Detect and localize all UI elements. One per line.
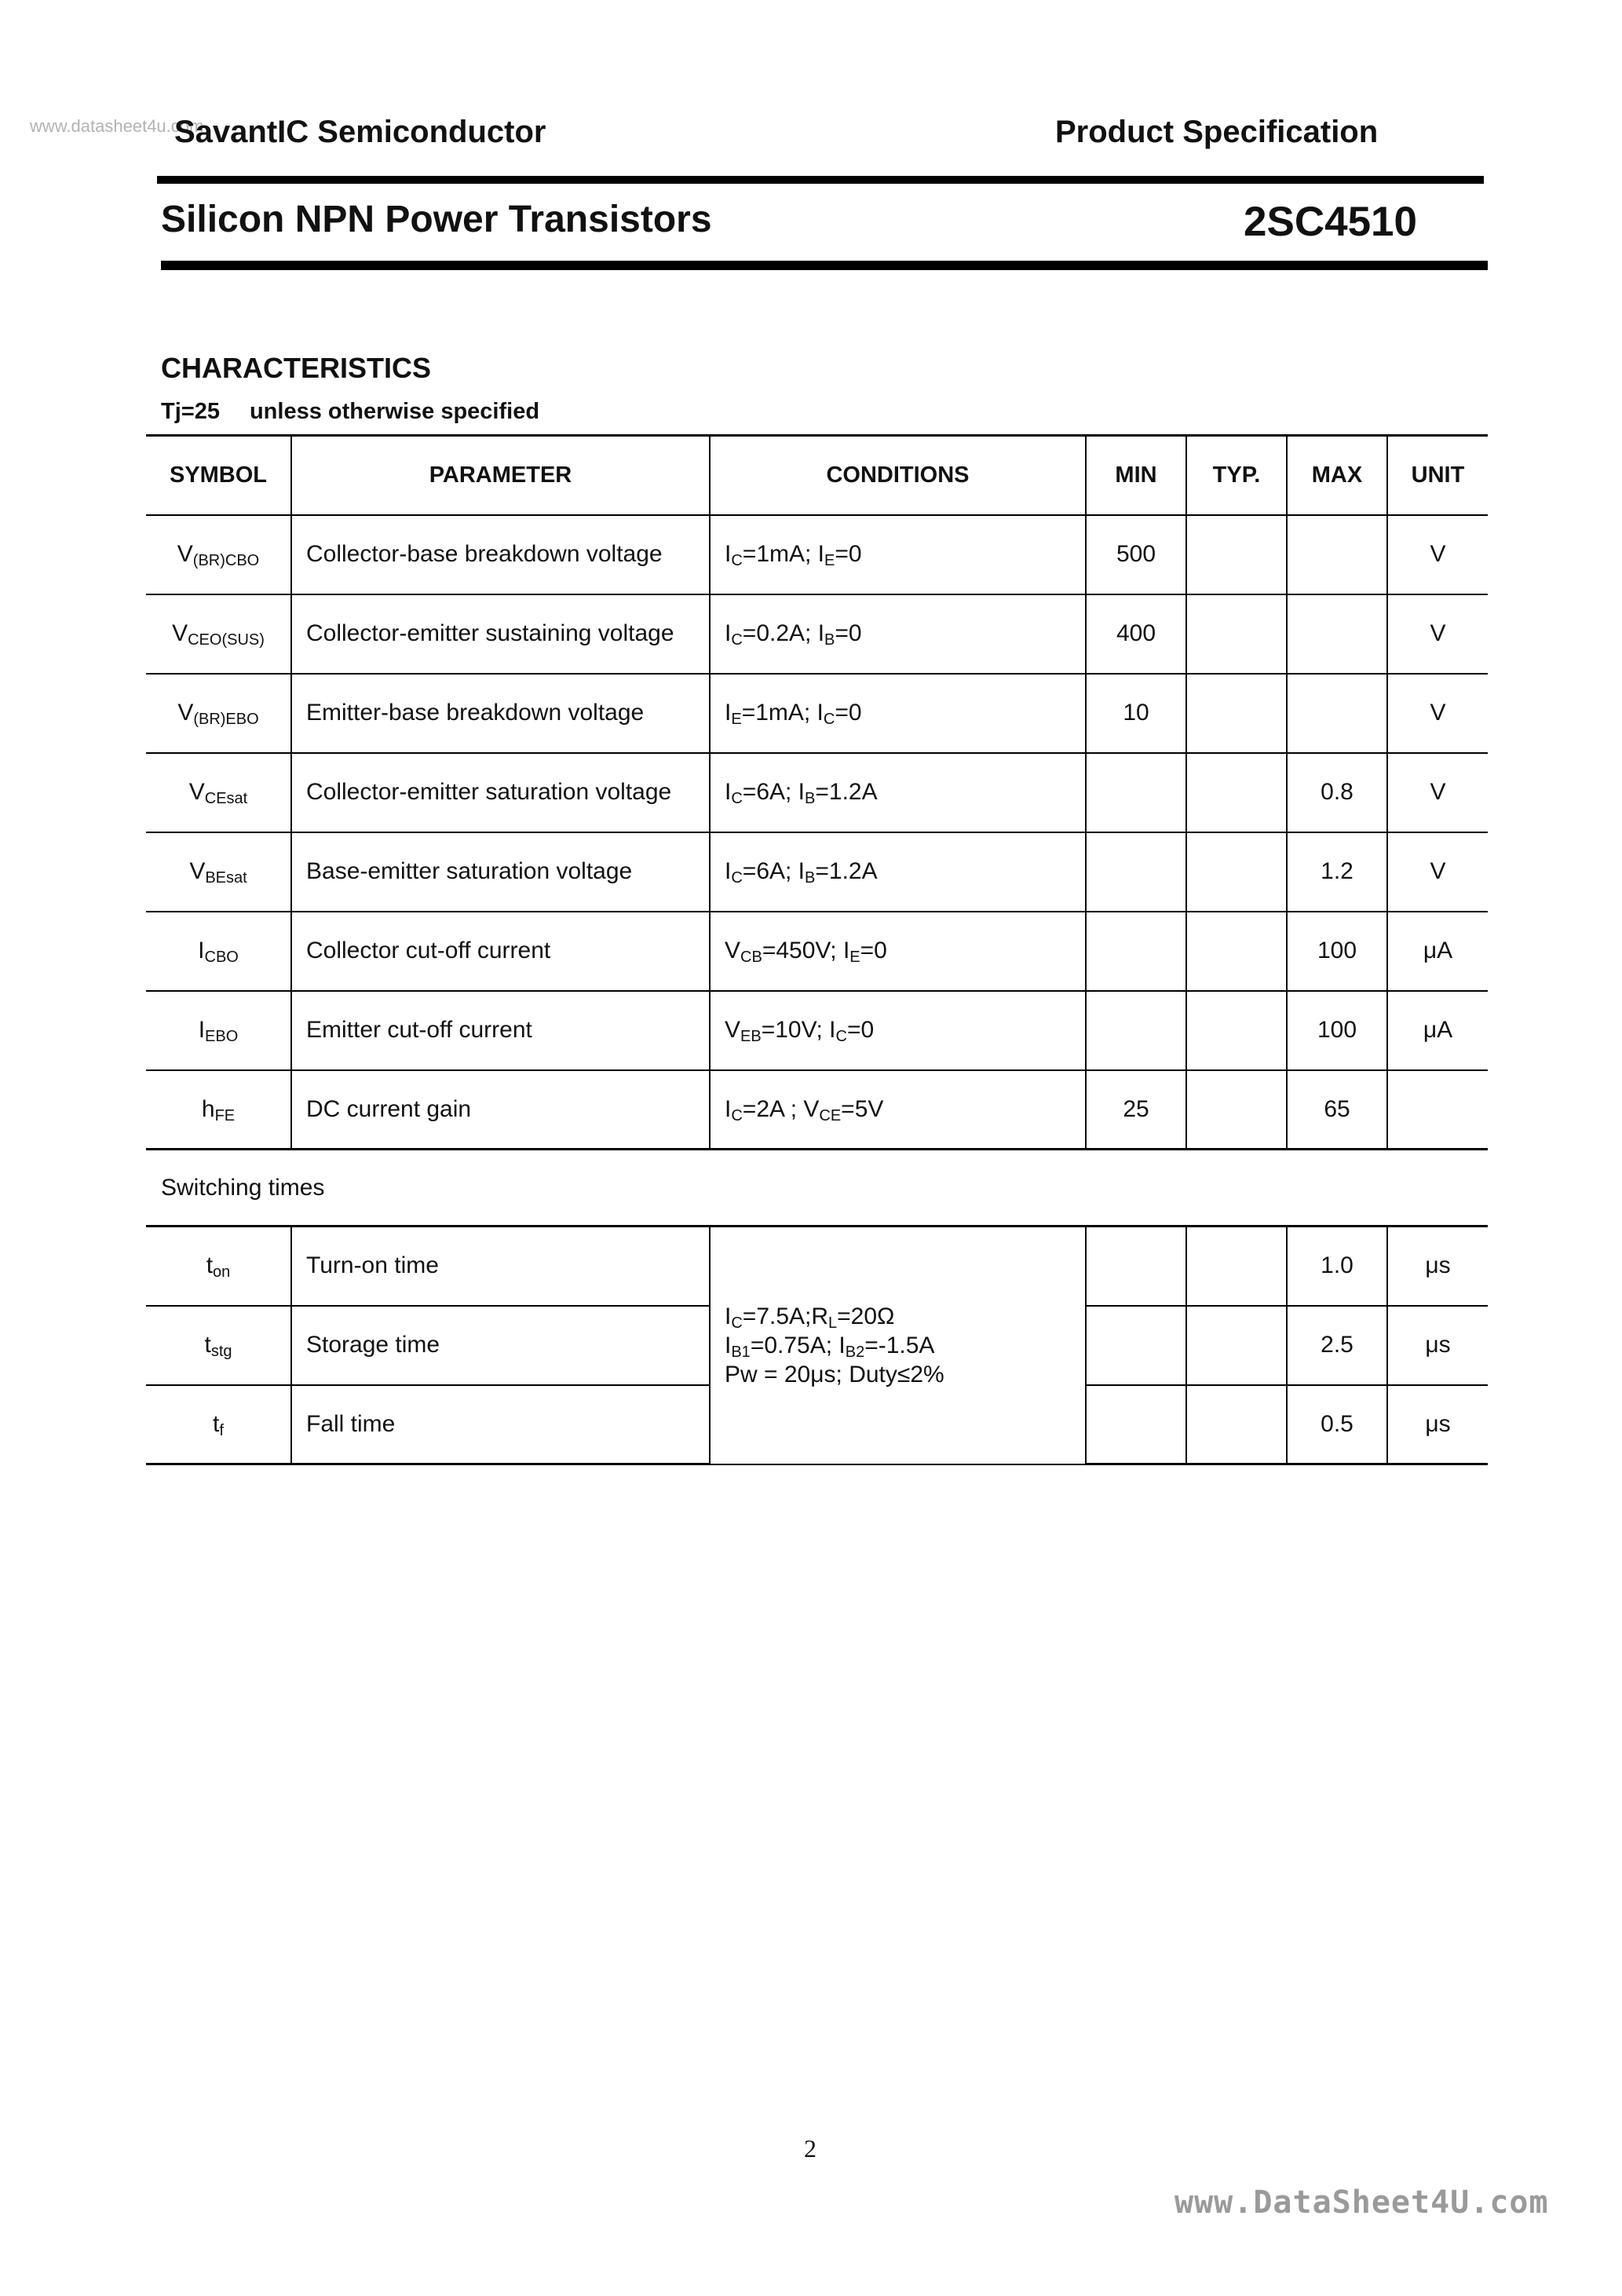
unit-cell: V	[1387, 515, 1488, 594]
typ-cell	[1186, 1385, 1287, 1464]
max-cell	[1287, 594, 1387, 674]
min-cell	[1086, 1306, 1186, 1385]
min-cell	[1086, 753, 1186, 832]
table-row	[146, 991, 1488, 1070]
document-type: Product Specification	[1055, 115, 1379, 149]
col-header-conditions: CONDITIONS	[710, 436, 1086, 515]
conditions-cell: $I_C=1mA$; $I_E=0$	[710, 515, 1086, 594]
unit-cell	[1387, 1070, 1488, 1150]
table-row	[146, 832, 1488, 912]
parameter-cell: Emitter cut-off current	[291, 991, 710, 1070]
symbol-cell: $t_{on}$	[146, 1227, 291, 1306]
parameter-cell: Collector-emitter saturation voltage	[291, 753, 710, 832]
symbol-cell: $I_{CBO}$	[146, 912, 291, 991]
conditions-cell: $I_C=2A$ ; $V_{CE}=5V$	[710, 1070, 1086, 1150]
switching-condition-line-2: $I_{B1}=0.75A$; $I_{B2}=-1.5A$	[725, 1332, 935, 1361]
switching-conditions-cell	[710, 1227, 1086, 1464]
max-cell: 0.5	[1287, 1385, 1387, 1464]
parameter-cell: Fall time	[291, 1385, 710, 1464]
table-row	[146, 1070, 1488, 1150]
header-rule-bottom	[161, 261, 1488, 270]
conditions-cell: $I_E=1mA$; $I_C=0$	[710, 674, 1086, 753]
page-title: Silicon NPN Power Transistors	[161, 199, 712, 240]
typ-cell	[1186, 1306, 1287, 1385]
table-header-row	[146, 436, 1488, 515]
symbol-cell: $V_{(BR)CBO}$	[146, 515, 291, 594]
symbol-cell: $V_{BEsat}$	[146, 832, 291, 912]
table-row	[146, 674, 1488, 753]
min-cell	[1086, 1385, 1186, 1464]
symbol-cell: $t_f$	[146, 1385, 291, 1464]
symbol-cell: $I_{EBO}$	[146, 991, 291, 1070]
temperature-condition: Tj=25	[161, 399, 220, 424]
max-cell: 2.5	[1287, 1306, 1387, 1385]
table-row	[146, 912, 1488, 991]
unit-cell: μs	[1387, 1385, 1488, 1464]
min-cell	[1086, 832, 1186, 912]
switching-condition-line-1: $I_C=7.5A;R_L=20\Omega$	[725, 1303, 895, 1332]
page-number: 2	[804, 2134, 816, 2163]
min-cell	[1086, 991, 1186, 1070]
unit-cell: μA	[1387, 991, 1488, 1070]
watermark-bottom: www.DataSheet4U.com	[1174, 2184, 1549, 2221]
typ-cell	[1186, 753, 1287, 832]
col-header-unit: UNIT	[1387, 436, 1488, 515]
conditions-cell: $I_C=6A$; $I_B=1.2A$	[710, 832, 1086, 912]
typ-cell	[1186, 515, 1287, 594]
symbol-cell: $V_{CEO(SUS)}$	[146, 594, 291, 674]
unit-cell: V	[1387, 753, 1488, 832]
watermark-top: www.datasheet4u.com	[30, 116, 204, 136]
unit-cell: V	[1387, 594, 1488, 674]
switching-table	[146, 1225, 1488, 1465]
condition-text: unless otherwise specified	[249, 399, 540, 424]
min-cell	[1086, 912, 1186, 991]
typ-cell	[1186, 1070, 1287, 1150]
conditions-cell: $V_{EB}=10V$; $I_C=0$	[710, 991, 1086, 1070]
min-cell	[1086, 1227, 1186, 1306]
table-row	[146, 594, 1488, 674]
conditions-cell: $I_C=0.2A$; $I_B=0$	[710, 594, 1086, 674]
parameter-cell: Base-emitter saturation voltage	[291, 832, 710, 912]
max-cell: 100	[1287, 991, 1387, 1070]
parameter-cell: Collector cut-off current	[291, 912, 710, 991]
unit-cell: V	[1387, 674, 1488, 753]
part-number: 2SC4510	[1244, 199, 1418, 245]
characteristics-table	[146, 434, 1488, 1150]
table-row	[146, 1227, 1488, 1306]
col-header-typ: TYP.	[1186, 436, 1287, 515]
col-header-min: MIN	[1086, 436, 1186, 515]
typ-cell	[1186, 832, 1287, 912]
typ-cell	[1186, 991, 1287, 1070]
max-cell: 65	[1287, 1070, 1387, 1150]
unit-cell: V	[1387, 832, 1488, 912]
col-header-symbol: SYMBOL	[146, 436, 291, 515]
condition-note	[161, 399, 539, 425]
max-cell: 1.2	[1287, 832, 1387, 912]
max-cell	[1287, 515, 1387, 594]
company-name: SavantIC Semiconductor	[174, 115, 546, 149]
switching-times-label: Switching times	[161, 1175, 325, 1201]
table-row	[146, 753, 1488, 832]
switching-condition-line-3: Pw = 20μs; Duty≤2%	[725, 1361, 944, 1387]
typ-cell	[1186, 912, 1287, 991]
col-header-max: MAX	[1287, 436, 1387, 515]
unit-cell: μs	[1387, 1306, 1488, 1385]
conditions-cell: $I_C=6A$; $I_B=1.2A$	[710, 753, 1086, 832]
unit-cell: μA	[1387, 912, 1488, 991]
max-cell: 1.0	[1287, 1227, 1387, 1306]
section-heading: CHARACTERISTICS	[161, 352, 432, 384]
symbol-cell: $h_{FE}$	[146, 1070, 291, 1150]
max-cell: 100	[1287, 912, 1387, 991]
parameter-cell: Collector-emitter sustaining voltage	[291, 594, 710, 674]
min-cell: 400	[1086, 594, 1186, 674]
symbol-cell: $V_{(BR)EBO}$	[146, 674, 291, 753]
symbol-cell: $t_{stg}$	[146, 1306, 291, 1385]
parameter-cell: Turn-on time	[291, 1227, 710, 1306]
max-cell	[1287, 674, 1387, 753]
table-row	[146, 515, 1488, 594]
min-cell: 25	[1086, 1070, 1186, 1150]
col-header-parameter: PARAMETER	[291, 436, 710, 515]
max-cell: 0.8	[1287, 753, 1387, 832]
min-cell: 10	[1086, 674, 1186, 753]
typ-cell	[1186, 674, 1287, 753]
parameter-cell: DC current gain	[291, 1070, 710, 1150]
parameter-cell: Emitter-base breakdown voltage	[291, 674, 710, 753]
header-rule-top	[157, 176, 1484, 184]
parameter-cell: Collector-base breakdown voltage	[291, 515, 710, 594]
min-cell: 500	[1086, 515, 1186, 594]
parameter-cell: Storage time	[291, 1306, 710, 1385]
typ-cell	[1186, 1227, 1287, 1306]
symbol-cell: $V_{CEsat}$	[146, 753, 291, 832]
conditions-cell: $V_{CB}=450V$; $I_E=0$	[710, 912, 1086, 991]
typ-cell	[1186, 594, 1287, 674]
unit-cell: μs	[1387, 1227, 1488, 1306]
